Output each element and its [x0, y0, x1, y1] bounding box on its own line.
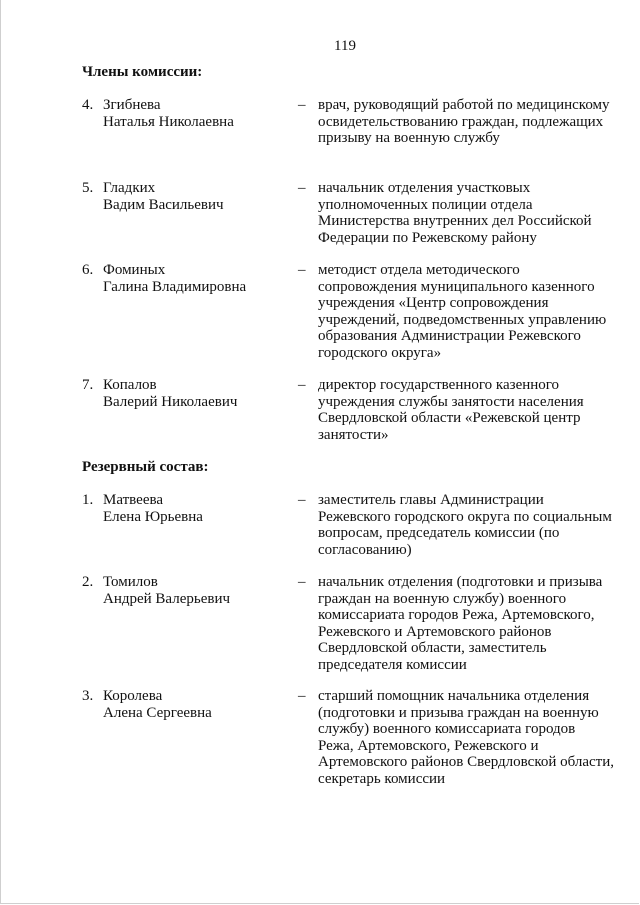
person-given-names: Андрей Валерьевич [103, 590, 231, 607]
position-description: директор государственного казенного учреждения службы занятости населения Свердловской области «Режевской центр занятости» [318, 377, 584, 443]
position-description: старший помощник начальника отделения (подготовки и призыва граждан на военную службу) военного комиссариата городов Режа, Артемовского, Режевского и Артемовского районов Свердловской области, секретарь комиссии [318, 688, 615, 787]
list-item [82, 688, 622, 787]
item-number: 5. [82, 180, 94, 196]
position-description: врач, руководящий работой по медицинскому освидетельствованию граждан, подлежащих призыву на военную службу [318, 97, 610, 146]
person-given-names: Елена Юрьевна [103, 508, 203, 525]
person-surname: Матвеева [103, 492, 164, 508]
person-given-names: Галина Владимировна [103, 278, 247, 295]
person-surname: Копалов [103, 377, 157, 393]
person-name [103, 97, 283, 130]
list-item [82, 262, 622, 361]
dash-separator: – [298, 262, 306, 278]
dash-separator: – [298, 574, 306, 590]
page-number: 119 [334, 38, 356, 54]
list-item [82, 180, 622, 260]
person-given-names: Алена Сергеевна [103, 704, 212, 721]
list-item [82, 377, 622, 457]
dash-separator: – [298, 377, 306, 393]
person-name [103, 492, 283, 525]
list-item [82, 574, 622, 673]
dash-separator: – [298, 180, 306, 196]
dash-separator: – [298, 492, 306, 508]
section-heading-reserve: Резервный состав: [82, 459, 209, 475]
person-name [103, 180, 283, 213]
person-surname: Королева [103, 688, 163, 704]
list-item [82, 492, 622, 572]
person-given-names: Вадим Васильевич [103, 196, 224, 213]
list-item [82, 97, 622, 177]
person-given-names: Валерий Николаевич [103, 393, 238, 410]
person-name [103, 262, 283, 295]
section-heading-members: Члены комиссии: [82, 64, 203, 80]
dash-separator: – [298, 97, 306, 113]
item-number: 7. [82, 377, 94, 393]
person-name [103, 377, 283, 410]
person-surname: Фоминых [103, 262, 166, 278]
position-description: начальник отделения участковых уполномоченных полиции отдела Министерства внутренних дел Российской Федерации по Режевскому району [318, 180, 592, 246]
person-surname: Згибнева [103, 97, 161, 113]
dash-separator: – [298, 688, 306, 704]
item-number: 2. [82, 574, 94, 590]
person-surname: Томилов [103, 574, 158, 590]
person-surname: Гладких [103, 180, 156, 196]
position-description: начальник отделения (подготовки и призыва граждан на военную службу) военного комиссариата городов Режа, Артемовского, Режевского и Артемовского районов Свердловской области, заместитель председателя комиссии [318, 574, 603, 673]
person-name [103, 574, 283, 607]
item-number: 4. [82, 97, 94, 113]
item-number: 6. [82, 262, 94, 278]
position-description: методист отдела методического сопровождения муниципального казенного учреждения «Центр сопровождения учреждений, подведомственных управлению образования Администрации Режевского городского округа» [318, 262, 607, 361]
item-number: 3. [82, 688, 94, 704]
person-name [103, 688, 283, 721]
item-number: 1. [82, 492, 94, 508]
person-given-names: Наталья Николаевна [103, 113, 234, 130]
position-description: заместитель главы Администрации Режевского городского округа по социальным вопросам, председатель комиссии (по согласованию) [318, 492, 612, 558]
